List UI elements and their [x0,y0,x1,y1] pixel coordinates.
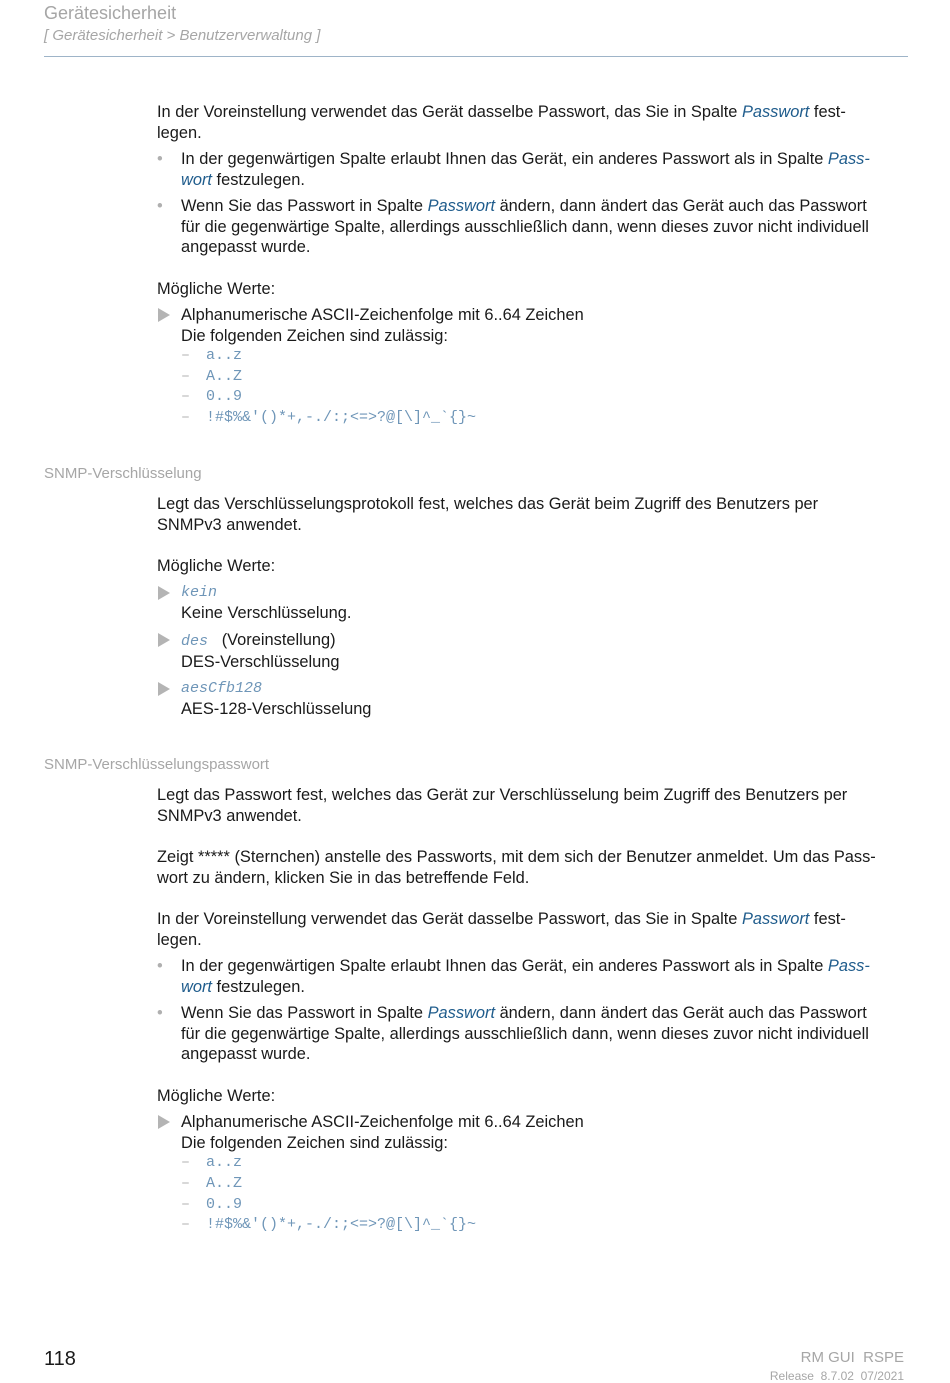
page-number: 118 [44,1348,76,1370]
bullet-item: • Wenn Sie das Passwort in Spalte Passwort ändern, dann ändert das Gerät auch das Passwort für die gegenwärtige Spalte, allerdings ausschließlich dann, wenn dieses zuvor nicht individuell angepasst wurde. [157,1003,909,1065]
ui-ref-passwort: Passwort [741,910,810,929]
value-entry: des (Voreinstellung) DES-Verschlüsselung [157,630,909,673]
default-note: (Voreinstellung) [221,630,336,649]
breadcrumb: [ Gerätesicherheit > Benutzerverwaltung ] [44,27,321,44]
section-heading-snmp-encryption: SNMP-Verschlüsselung [44,464,202,482]
triangle-bullet-icon [158,308,170,322]
ui-ref-passwort: Passwort [427,197,496,215]
triangle-bullet-icon [158,682,170,696]
value-code: kein [181,583,218,601]
ui-ref-passwort: Passwort [741,103,810,121]
section-heading-snmp-encryption-password: SNMP-Verschlüsselungspasswort [44,755,270,773]
section-description: Legt das Verschlüsselungsprotokoll fest, welches das Gerät beim Zugriff des Benutzers per SNMPv3 anwendet. [157,495,819,534]
footer-release: Release 8.7.02 07/2021 [769,1369,904,1383]
value-code: des [181,632,209,650]
allowed-chars-item: – 0..9 [181,1195,909,1216]
bullet-item: • Wenn Sie das Passwort in Spalte Passwort ändern, dann ändert das Gerät auch das Passwort für die gegenwärtige Spalte, allerdings ausschließlich dann, wenn dieses zuvor nicht individuell angepasst wurde. [157,196,909,258]
possible-values-label: Mögliche Werte: [157,279,276,298]
bullet-item: • In der gegenwärtigen Spalte erlaubt Ihnen das Gerät, ein anderes Passwort als in Spalte Pass- wort festzulegen. [157,956,909,997]
mask-paragraph: Zeigt ***** (Sternchen) anstelle des Passworts, mit dem sich der Benutzer anmeldet. Um das Pass- wort zu ändern, klicken Sie in das betreffende Feld. [157,848,876,887]
allowed-chars-item: – A..Z [181,367,909,388]
triangle-bullet-icon [158,1115,170,1129]
section-description: Legt das Passwort fest, welches das Gerät zur Verschlüsselung beim Zugriff des Benutzers per SNMPv3 anwendet. [157,786,848,825]
ui-ref-passwort: Pass- wort [181,957,870,996]
possible-values-label: Mögliche Werte: [157,1086,276,1105]
value-entry: Alphanumerische ASCII-Zeichenfolge mit 6..64 Zeichen Die folgenden Zeichen sind zulässig: – a..z – A..Z – 0..9 – !#$%&'()*+,-./:;<=>?@[\]^_`{}~ [157,305,909,429]
value-entry: Alphanumerische ASCII-Zeichenfolge mit 6..64 Zeichen Die folgenden Zeichen sind zulässig: – a..z – A..Z – 0..9 – !#$%&'()*+,-./:;<=>?@[\]^_`{}~ [157,1112,909,1236]
page-content [44,102,909,1236]
allowed-chars-item: – !#$%&'()*+,-./:;<=>?@[\]^_`{}~ [181,1215,909,1236]
allowed-chars-item: – 0..9 [181,387,909,408]
password-default-paragraph: In der Voreinstellung verwendet das Gerät dasselbe Passwort, das Sie in Spalte Passwort fest- legen. [157,910,846,949]
allowed-chars-item: – !#$%&'()*+,-./:;<=>?@[\]^_`{}~ [181,408,909,429]
page-header-title: Gerätesicherheit [44,3,177,23]
triangle-bullet-icon [158,633,170,647]
bullet-item: • In der gegenwärtigen Spalte erlaubt Ihnen das Gerät, ein anderes Passwort als in Spalte Pass- wort festzulegen. [157,149,909,190]
allowed-chars-item: – a..z [181,1153,909,1174]
value-code: aesCfb128 [181,679,263,697]
value-entry: kein Keine Verschlüsselung. [157,583,909,624]
value-entry: aesCfb128 AES-128-Verschlüsselung [157,679,909,720]
footer-doc-name: RM GUI RSPE [800,1349,904,1366]
ui-ref-passwort: Passwort [427,1004,496,1023]
possible-values-label: Mögliche Werte: [157,557,276,576]
allowed-chars-item: – A..Z [181,1174,909,1195]
ui-ref-passwort: Pass- wort [181,150,870,189]
password-default-paragraph: In der Voreinstellung verwendet das Gerät dasselbe Passwort, das Sie in Spalte Passwort fest- legen. [157,103,846,142]
triangle-bullet-icon [158,586,170,600]
header-divider [44,56,908,57]
allowed-chars-item: – a..z [181,346,909,367]
